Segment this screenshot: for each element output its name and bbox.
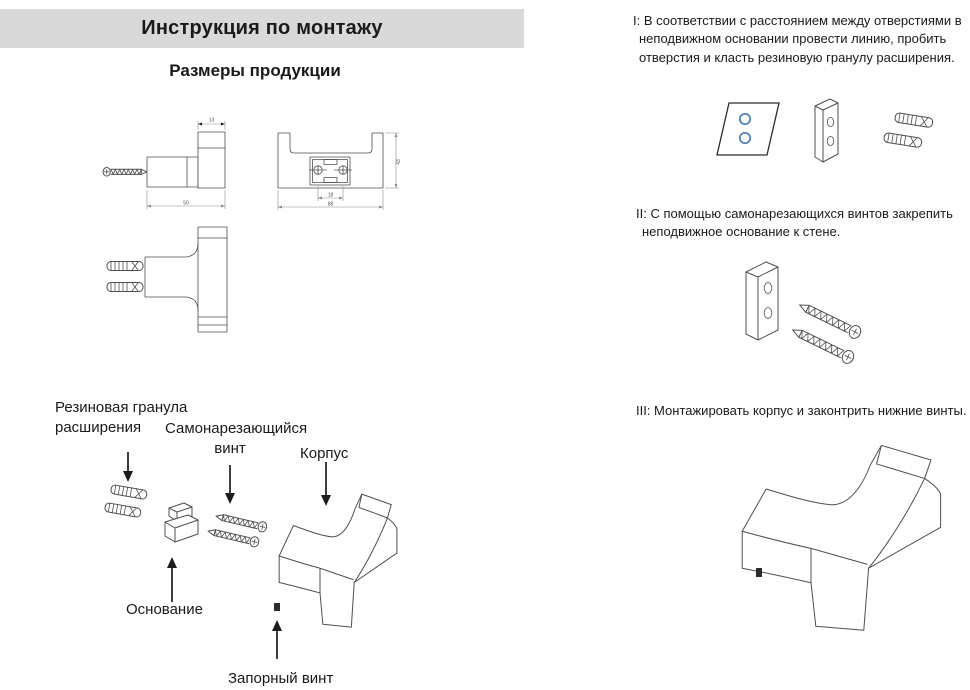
hook-body-part bbox=[279, 494, 397, 627]
dim-label: 50 bbox=[183, 200, 189, 207]
top-view-drawing bbox=[78, 225, 253, 367]
arrow-up-icon bbox=[167, 557, 177, 602]
step-2-instruction: II: С помощью самонарезающихся винтов закрепить неподвижное основание к стене. bbox=[636, 206, 953, 240]
screw-icon bbox=[215, 511, 268, 533]
side-view-drawing bbox=[85, 100, 265, 222]
screw-icon bbox=[103, 167, 147, 176]
wall-anchor-icon bbox=[883, 133, 922, 148]
step-1-instruction: I: В соответствии с расстоянием между отверстиями в неподвижном основании провести линию, пробить отверстия и класть резиновую гранулу расширения. bbox=[633, 13, 962, 65]
page-title: Инструкция по монтажу bbox=[141, 17, 383, 39]
front-view-drawing bbox=[265, 100, 415, 222]
side-view-body bbox=[147, 132, 225, 188]
dimension-bottom bbox=[147, 190, 225, 209]
wall-anchor-icon bbox=[104, 502, 141, 517]
wall-anchor-icon bbox=[107, 283, 143, 292]
dim-label: 13 bbox=[208, 117, 215, 124]
front-view-outline bbox=[278, 133, 383, 188]
lock-screw-part bbox=[756, 568, 762, 577]
label-anchor: Резиновая гранула расширения bbox=[55, 399, 188, 436]
dim-label: 43 bbox=[396, 159, 402, 165]
arrow-up-icon bbox=[272, 620, 282, 659]
label-screw: Самонарезающийся винт bbox=[165, 420, 308, 457]
wall-anchor-icon bbox=[894, 113, 933, 128]
dim-label: 88 bbox=[327, 201, 334, 208]
label-base: Основание bbox=[126, 601, 203, 618]
dim-label: 18 bbox=[327, 192, 334, 199]
lock-screw-part bbox=[274, 603, 280, 611]
arrow-down-icon bbox=[123, 452, 133, 482]
header-bar bbox=[0, 9, 524, 48]
stem bbox=[145, 243, 198, 311]
base-block bbox=[165, 503, 198, 542]
label-body: Корпус bbox=[300, 445, 349, 462]
section-title: Размеры продукции bbox=[169, 61, 341, 80]
base-plate bbox=[815, 99, 838, 162]
base-plate bbox=[746, 262, 778, 340]
hook-body-part bbox=[742, 445, 940, 630]
label-lock-screw: Запорный винт bbox=[228, 670, 334, 687]
arrow-down-icon bbox=[225, 465, 235, 504]
drill-template bbox=[717, 103, 779, 155]
step-3-instruction: III: Монтажировать корпус и законтрить нижние винты. bbox=[636, 403, 967, 418]
drill-hole bbox=[740, 114, 750, 124]
dimension-height bbox=[385, 133, 402, 188]
drill-hole bbox=[740, 133, 750, 143]
dimension-top bbox=[198, 118, 225, 131]
step-1-illustration bbox=[700, 92, 960, 204]
step-3-illustration bbox=[735, 438, 970, 643]
exploded-diagram bbox=[50, 450, 400, 666]
wall-anchor-icon bbox=[110, 484, 147, 499]
wall-anchor-icon bbox=[107, 262, 143, 271]
flange bbox=[198, 227, 227, 332]
arrow-down-icon bbox=[321, 462, 331, 506]
step-2-illustration bbox=[718, 250, 928, 395]
screw-icon bbox=[207, 526, 260, 548]
